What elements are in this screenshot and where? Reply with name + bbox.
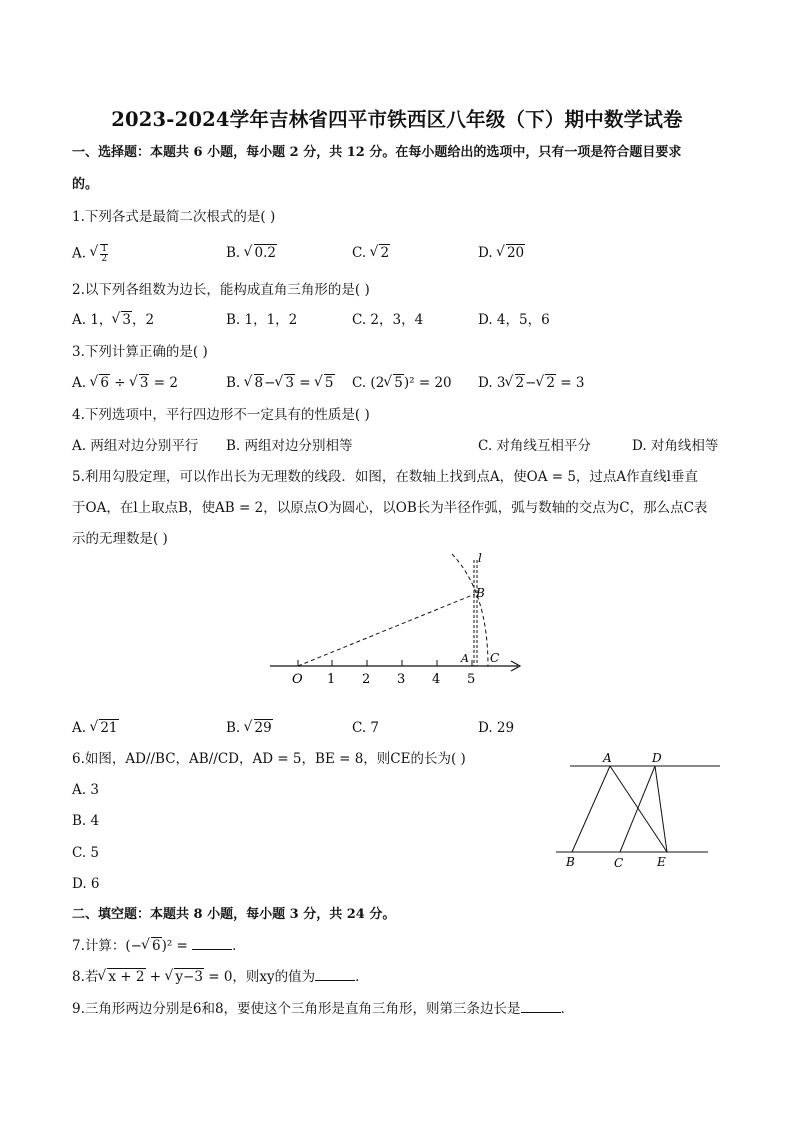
section2-heading: 二、填空题：本题共 8 小题，每小题 3 分，共 24 分。 [72,907,396,922]
q6-option-d: D. 6 [72,876,100,892]
label-a: A [603,751,612,765]
label-l: l [478,552,482,565]
q9: 9.三角形两边分别是6和8，要使这个三角形是直角三角形，则第三条边长是 ． [72,1001,575,1017]
q8: 8.若√ x + 2 + √ y−3 = 0，则xy的值为 ． [72,968,369,986]
label-d: D [652,751,662,765]
tick-label-4: 4 [432,672,441,687]
label-b: B [566,855,575,869]
q6-option-c: C. 5 [72,845,100,861]
q2-stem: 2.以下列各组数为边长，能构成直角三角形的是( ) [72,282,370,298]
label-c: C [614,856,624,870]
number-line-figure [262,552,532,692]
segment-ob [298,594,475,666]
answer-blank[interactable] [315,968,355,981]
q2-option-b: B. 1，1，2 [226,312,298,328]
q2-option-d: D. 4，5，6 [478,312,550,328]
q4-option-d: D. 对角线相等 [632,438,719,454]
q3-option-b: B. √ 8−√ 3 = √ 5 [226,374,335,392]
q5-line3: 示的无理数是( ) [72,531,168,547]
sqrt-symbol: √ $\frac{1}{2}$ [90,244,108,264]
label-a: A [461,652,469,665]
q5-line1: 5.利用勾股定理，可以作出长为无理数的线段．如图，在数轴上找到点A，使OA = 5，过点A作直线l垂直 [72,469,698,485]
q2-option-c: C. 2，3，4 [352,312,424,328]
q3-option-c: C. (2√ 5)² = 20 [352,374,452,392]
page-title: 2023-2024学年吉林省四平市铁西区八年级（下）期中数学试卷 [111,108,683,131]
answer-blank[interactable] [192,937,232,950]
arc-bc [452,554,488,666]
q2-option-a: A. 1，√ 3，2 [72,311,154,329]
q7: 7.计算：(−√ 6)² = ． [72,937,246,955]
q1-stem: 1.下列各式是最简二次根式的是( ) [72,209,276,225]
q5-line2: 于OA，在l上取点B，使AB = 2，以原点O为圆心，以OB长为半径作弧，弧与数轴的交点为C，那么点C表 [72,500,708,516]
q1-option-c: C. √ 2 [352,244,390,262]
q6-option-a: A. 3 [72,782,99,798]
tick-label-1: 1 [327,672,336,687]
segment-dc [620,766,655,852]
section1-heading-line1: 一、选择题：本题共 6 小题，每小题 2 分，共 12 分。在每小题给出的选项中，只有一项是符合题目要求 [72,145,682,160]
parallelogram-figure [552,748,724,872]
q3-option-a: A. √ 6 ÷ √ 3 = 2 [72,374,178,392]
segment-ab [572,766,610,852]
q3-stem: 3.下列计算正确的是( ) [72,344,208,360]
q5-option-c: C. 7 [352,720,380,736]
q4-option-a: A. 两组对边分别平行 [72,438,199,454]
q5-option-a: A. √ 21 [72,719,119,737]
tick-label-5: 5 [467,672,476,687]
q4-option-b: B. 两组对边分别相等 [226,438,353,454]
q6-stem: 6.如图，AD//BC，AB//CD，AD = 5，BE = 8，则CE的长为( ) [72,751,466,767]
label-o: O [292,672,303,687]
q4-option-c: C. 对角线互相平分 [478,438,591,454]
q5-option-d: D. 29 [478,720,515,736]
tick-label-3: 3 [397,672,406,687]
q1-option-b: B. √ 0.2 [226,244,277,262]
q3-option-d: D. 3√ 2−√ 2 = 3 [478,374,585,392]
q6-option-b: B. 4 [72,813,100,829]
section1-heading-line2: 的。 [72,177,99,192]
q5-option-b: B. √ 29 [226,719,273,737]
answer-blank[interactable] [521,1000,561,1013]
q4-stem: 4.下列选项中，平行四边形不一定具有的性质是( ) [72,407,370,423]
label-e: E [657,855,666,869]
segment-de [655,766,667,852]
label-c: C [490,651,500,665]
q1-option-a: A. √ $\frac{1}{2}$ [72,244,108,264]
segment-ae [610,766,667,852]
tick-label-2: 2 [362,672,371,687]
q1-option-d: D. √ 20 [478,244,525,262]
label-b: B [476,586,485,600]
